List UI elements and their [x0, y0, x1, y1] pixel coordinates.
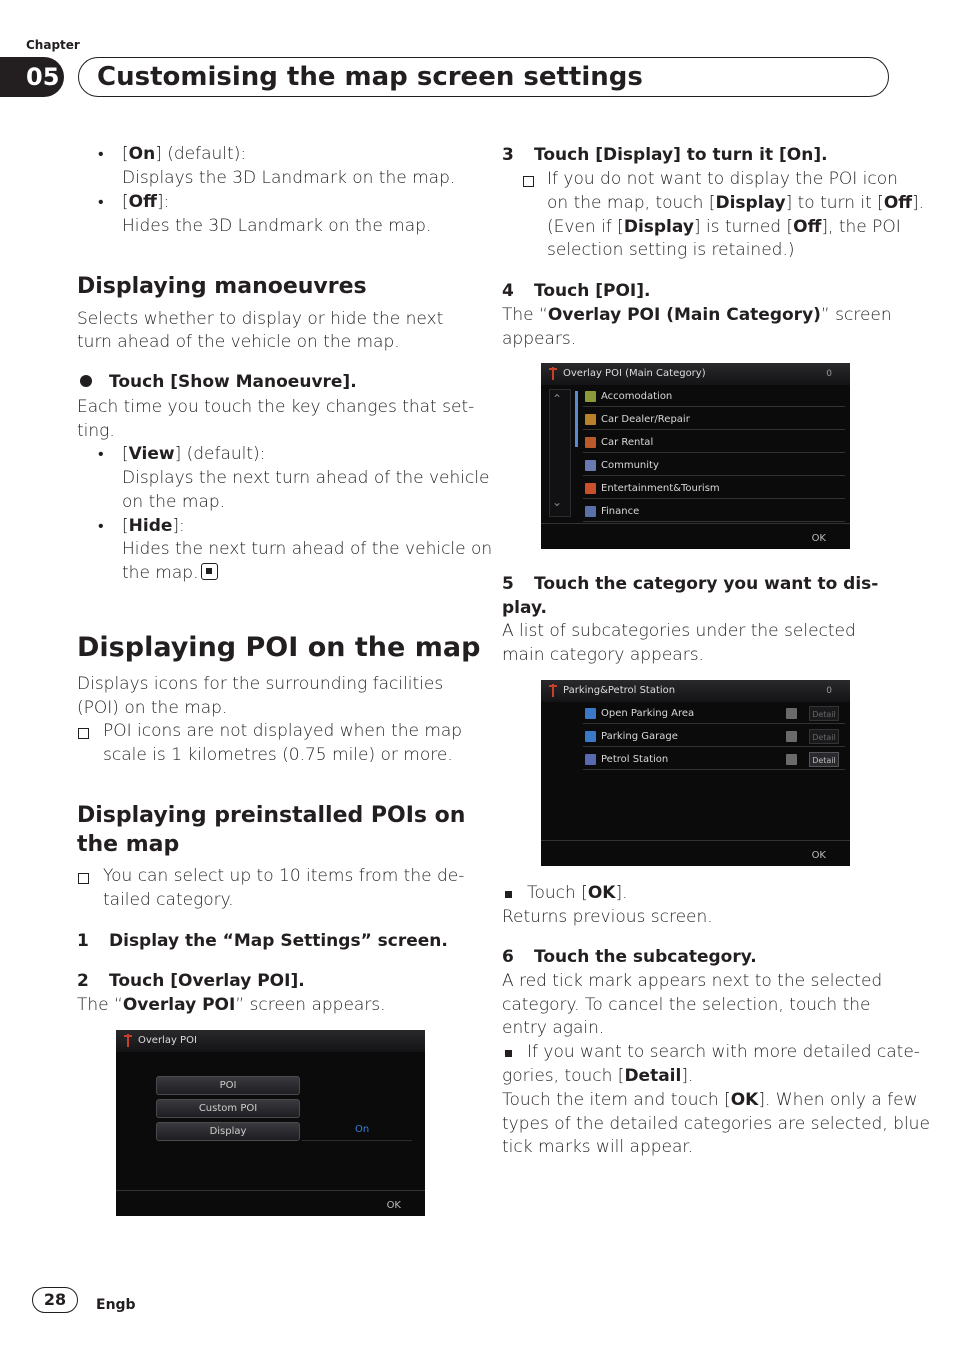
language-code: Engb	[96, 1297, 136, 1313]
step6-desc-1: A red tick mark appears next to the selected	[502, 971, 883, 991]
small-square-bullet	[505, 886, 512, 905]
preinstalled-note-2: tailed category.	[103, 890, 234, 910]
step6-desc-3: entry again.	[502, 1018, 605, 1038]
parking-icon	[585, 708, 596, 719]
poi-note-2: scale is 1 kilometres (0.75 mile) or more.	[103, 745, 453, 765]
list-item[interactable]: Petrol Station Detail	[583, 749, 845, 770]
step2-number: 2	[77, 971, 89, 991]
category-icon	[585, 437, 596, 448]
step4-desc-2: appears.	[502, 329, 577, 349]
step4-text: Touch [POI].	[534, 281, 651, 301]
checkbox[interactable]	[786, 731, 797, 742]
step-bullet-icon	[80, 375, 92, 387]
scroll-down-icon[interactable]: ⌄	[552, 495, 563, 509]
ok-button[interactable]: OK	[386, 1200, 401, 1211]
chapter-title: Customising the map screen settings	[97, 62, 643, 92]
step4-desc-1: The “Overlay POI (Main Category)” screen	[502, 305, 892, 325]
bullet-hide-desc-1: Hides the next turn ahead of the vehicle on	[122, 539, 493, 559]
step5-text-2: play.	[502, 598, 547, 618]
chapter-number: 05	[26, 63, 60, 91]
manoeuvres-step-desc-1: Each time you touch the key changes that set-	[77, 397, 475, 417]
overlay-poi-main-category-screen	[541, 363, 850, 549]
page-number: 28	[43, 1290, 67, 1309]
detail-button[interactable]: Detail	[809, 706, 839, 721]
ok-note: Touch [OK].	[527, 883, 628, 903]
note-box-icon	[78, 870, 93, 889]
step3-note-3: (Even if [Display] is turned [Off], the POI	[547, 217, 901, 237]
list-item[interactable]: Car Dealer/Repair	[583, 409, 845, 430]
bullet-view-desc-1: Displays the next turn ahead of the vehicle	[122, 468, 490, 488]
list-item[interactable]: Entertainment&Tourism	[583, 478, 845, 499]
antenna-icon	[549, 367, 557, 380]
step5-number: 5	[502, 574, 514, 594]
step3-note-2: on the map, touch [Display] to turn it [Off].	[547, 193, 925, 213]
category-icon	[585, 506, 596, 517]
heading-preinstalled-1: Displaying preinstalled POIs on	[77, 803, 466, 828]
screen-bottom-bar	[541, 840, 850, 866]
step2-desc: The “Overlay POI” screen appears.	[77, 995, 386, 1015]
step5-text-1: Touch the category you want to dis-	[534, 574, 879, 594]
screen-title: Parking&Petrol Station	[563, 685, 676, 696]
category-icon	[585, 460, 596, 471]
category-icon	[585, 391, 596, 402]
list-item[interactable]: Open Parking Area Detail	[583, 703, 845, 724]
step6-desc-2: category. To cancel the selection, touch the	[502, 995, 871, 1015]
step2-text: Touch [Overlay POI].	[109, 971, 305, 991]
preinstalled-note-1: You can select up to 10 items from the de-	[103, 866, 465, 886]
step6-text: Touch the subcategory.	[534, 947, 757, 967]
bullet-off-desc: Hides the 3D Landmark on the map.	[122, 216, 432, 236]
step3-note-1: If you do not want to display the POI icon	[547, 169, 898, 189]
manoeuvres-step-desc-2: ting.	[77, 421, 115, 441]
screen-title-bar	[116, 1030, 425, 1052]
custom-poi-button[interactable]: Custom POI	[156, 1099, 300, 1118]
heading-poi: Displaying POI on the map	[77, 632, 481, 663]
screen-title-bar	[541, 363, 850, 385]
subcategory-screen	[541, 680, 850, 866]
step5-desc-1: A list of subcategories under the selected	[502, 621, 856, 641]
step6-number: 6	[502, 947, 514, 967]
manoeuvres-intro-2: turn ahead of the vehicle on the map.	[77, 332, 400, 352]
screen-title-bar	[541, 680, 850, 702]
poi-intro-1: Displays icons for the surrounding facilities	[77, 674, 444, 694]
list-item[interactable]: Parking Garage Detail	[583, 726, 845, 747]
chapter-label: Chapter	[26, 38, 80, 52]
chapter-title-bar	[78, 57, 889, 97]
screen-bottom-bar	[116, 1190, 425, 1216]
manoeuvres-step: Touch [Show Manoeuvre].	[109, 372, 357, 392]
page-number-badge	[32, 1287, 78, 1313]
category-icon	[585, 414, 596, 425]
count-indicator: 0	[826, 686, 832, 696]
display-row-line	[302, 1140, 412, 1141]
detail-button[interactable]: Detail	[809, 729, 839, 744]
screen-title: Overlay POI	[138, 1035, 197, 1046]
note-box-icon	[78, 725, 93, 744]
step1-number: 1	[77, 931, 89, 951]
list-item[interactable]: Car Rental	[583, 432, 845, 453]
poi-note-1: POI icons are not displayed when the map	[103, 721, 463, 741]
chapter-number-badge	[0, 57, 64, 97]
antenna-icon	[124, 1034, 132, 1047]
display-value: On	[355, 1124, 370, 1135]
bullet-view-desc-2: on the map.	[122, 492, 226, 512]
note-box-icon	[523, 173, 538, 192]
bullet-on-desc: Displays the 3D Landmark on the map.	[122, 168, 456, 188]
screen-bottom-bar	[541, 523, 850, 549]
final-note-2: types of the detailed categories are selected, blue	[502, 1114, 930, 1134]
count-indicator: 0	[826, 369, 832, 379]
checkbox[interactable]	[786, 754, 797, 765]
step3-note-4: selection setting is retained.)	[547, 240, 795, 260]
step1-text: Display the “Map Settings” screen.	[109, 931, 448, 951]
step5-desc-2: main category appears.	[502, 645, 704, 665]
poi-button[interactable]: POI	[156, 1076, 300, 1095]
display-button[interactable]: Display	[156, 1122, 300, 1141]
step3-number: 3	[502, 145, 514, 165]
detail-note-2: gories, touch [Detail].	[502, 1066, 694, 1086]
list-item[interactable]: Accomodation	[583, 386, 845, 407]
petrol-icon	[585, 754, 596, 765]
overlay-poi-screen	[116, 1030, 425, 1216]
list-item[interactable]: Finance	[583, 501, 845, 522]
bullet-view: • [View] (default):	[98, 444, 266, 464]
ok-button[interactable]: OK	[811, 850, 826, 861]
detail-button[interactable]: Detail	[809, 752, 839, 767]
ok-button[interactable]: OK	[811, 533, 826, 544]
small-square-bullet	[505, 1045, 512, 1064]
scroll-thumb[interactable]	[575, 391, 578, 447]
scroll-up-icon[interactable]: ⌃	[552, 392, 563, 406]
final-note-1: Touch the item and touch [OK]. When only a few	[502, 1090, 918, 1110]
end-of-section-icon	[201, 563, 218, 580]
bullet-hide: • [Hide]:	[98, 516, 185, 536]
bullet-hide-desc-2: the map.	[122, 561, 218, 585]
step4-number: 4	[502, 281, 514, 301]
heading-preinstalled-2: the map	[77, 832, 180, 857]
final-note-3: tick marks will appear.	[502, 1137, 694, 1157]
category-icon	[585, 483, 596, 494]
parking-icon	[585, 731, 596, 742]
screen-title: Overlay POI (Main Category)	[563, 368, 706, 379]
bullet-on: • [On] (default):	[98, 144, 247, 164]
poi-intro-2: (POI) on the map.	[77, 698, 228, 718]
step3-text: Touch [Display] to turn it [On].	[534, 145, 828, 165]
manoeuvres-intro-1: Selects whether to display or hide the next	[77, 309, 444, 329]
antenna-icon	[549, 684, 557, 697]
heading-manoeuvres: Displaying manoeuvres	[77, 274, 367, 299]
ok-note-desc: Returns previous screen.	[502, 907, 713, 927]
bullet-off: • [Off]:	[98, 192, 170, 212]
detail-note-1: If you want to search with more detailed cate-	[527, 1042, 920, 1062]
list-item[interactable]: Community	[583, 455, 845, 476]
checkbox[interactable]	[786, 708, 797, 719]
